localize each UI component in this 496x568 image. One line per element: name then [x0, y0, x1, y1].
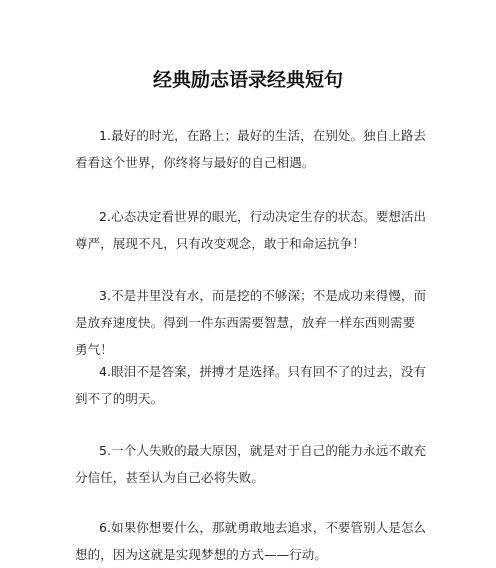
quote-paragraph-6: 6.如果你想要什么，那就勇敢地去追求，不要管别人是怎么想的，因为这就是实现梦想的方式——行动。 — [75, 520, 427, 562]
quote-paragraph-2: 2.心态决定看世界的眼光，行动决定生存的状态。要想活出尊严，展现不凡，只有改变观念，敢于和命运抗争！ — [75, 209, 427, 251]
quote-paragraph-4: 4.眼泪不是答案，拼搏才是选择。只有回不了的过去，没有到不了的明天。 — [75, 364, 427, 406]
article-title: 经典励志语录经典短句 — [152, 69, 343, 91]
quote-paragraph-3: 3.不是井里没有水，而是挖的不够深；不是成功来得慢，而是放弃速度快。得到一件东西需要智慧，放弃一样东西则需要勇气！ — [75, 288, 427, 357]
quote-paragraph-5: 5.一个人失败的最大原因，就是对于自己的能力永远不敢充分信任，甚至认为自己必将失败。 — [75, 443, 427, 485]
quote-paragraph-1: 1.最好的时光，在路上；最好的生活，在别处。独自上路去看看这个世界，你终将与最好的自己相遇。 — [75, 128, 427, 170]
